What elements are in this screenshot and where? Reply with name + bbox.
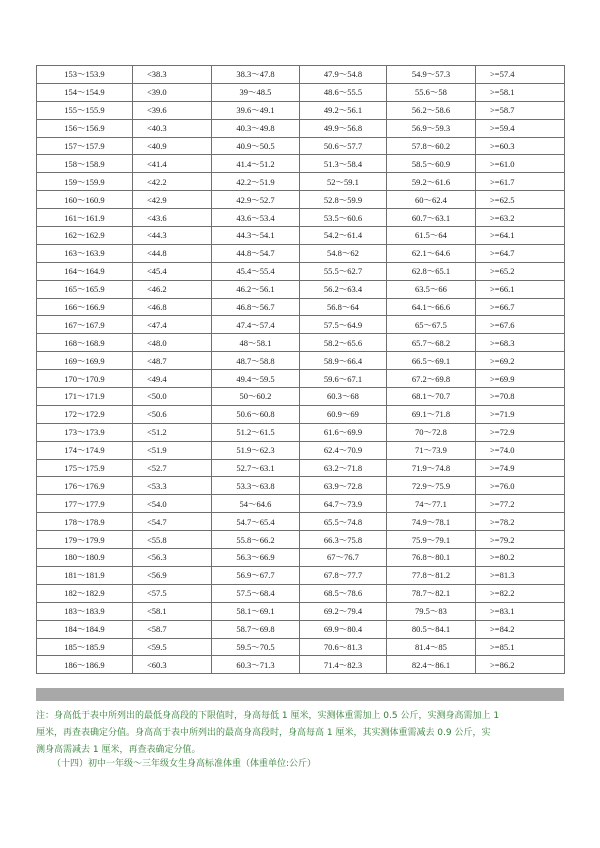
weight-mid-cell: 71.4～82.3 [300, 656, 387, 674]
weight-low-cell: <43.6 [133, 209, 212, 227]
table-row [37, 566, 565, 584]
height-range-cell: 162～162.9 [37, 227, 133, 245]
weight-low-cell: <45.4 [133, 262, 212, 280]
weight-normal-cell: 38.3～47.8 [212, 66, 300, 84]
weight-low-cell: <58.1 [133, 602, 212, 620]
weight-normal-cell: 58.7～69.8 [212, 620, 300, 638]
table-row [37, 531, 565, 549]
weight-high-cell: 68.1～70.7 [387, 388, 476, 406]
weight-top-cell: >=60.3 [476, 137, 565, 155]
table-row [37, 227, 565, 245]
weight-high-cell: 60～62.4 [387, 191, 476, 209]
weight-mid-cell: 65.5～74.8 [300, 513, 387, 531]
weight-mid-cell: 62.4～70.9 [300, 441, 387, 459]
weight-low-cell: <47.4 [133, 316, 212, 334]
weight-low-cell: <56.9 [133, 566, 212, 584]
weight-normal-cell: 50～60.2 [212, 388, 300, 406]
height-range-cell: 172～172.9 [37, 405, 133, 423]
height-range-cell: 156～156.9 [37, 119, 133, 137]
height-range-cell: 176～176.9 [37, 477, 133, 495]
weight-mid-cell: 52.8～59.9 [300, 191, 387, 209]
weight-high-cell: 67.2～69.8 [387, 370, 476, 388]
weight-normal-cell: 51.9～62.3 [212, 441, 300, 459]
weight-high-cell: 77.8～81.2 [387, 566, 476, 584]
weight-top-cell: >=85.1 [476, 638, 565, 656]
weight-mid-cell: 66.3～75.8 [300, 531, 387, 549]
weight-low-cell: <48.7 [133, 352, 212, 370]
table-row [37, 370, 565, 388]
weight-low-cell: <58.7 [133, 620, 212, 638]
weight-top-cell: >=64.1 [476, 227, 565, 245]
table-row [37, 549, 565, 567]
weight-high-cell: 54.9～57.3 [387, 66, 476, 84]
weight-high-cell: 79.5～83 [387, 602, 476, 620]
height-range-cell: 180～180.9 [37, 549, 133, 567]
weight-mid-cell: 57.5～64.9 [300, 316, 387, 334]
weight-low-cell: <42.9 [133, 191, 212, 209]
table-row [37, 423, 565, 441]
weight-normal-cell: 52.7～63.1 [212, 459, 300, 477]
weight-top-cell: >=80.2 [476, 549, 565, 567]
weight-top-cell: >=58.1 [476, 83, 565, 101]
weight-top-cell: >=57.4 [476, 66, 565, 84]
weight-top-cell: >=61.7 [476, 173, 565, 191]
weight-high-cell: 65～67.5 [387, 316, 476, 334]
height-range-cell: 166～166.9 [37, 298, 133, 316]
weight-high-cell: 58.5～60.9 [387, 155, 476, 173]
weight-mid-cell: 51.3～58.4 [300, 155, 387, 173]
table-row [37, 155, 565, 173]
weight-mid-cell: 54.2～61.4 [300, 227, 387, 245]
weight-high-cell: 56.2～58.6 [387, 101, 476, 119]
weight-low-cell: <48.0 [133, 334, 212, 352]
weight-normal-cell: 39.6～49.1 [212, 101, 300, 119]
table-row [37, 495, 565, 513]
height-range-cell: 179～179.9 [37, 531, 133, 549]
weight-high-cell: 70～72.8 [387, 423, 476, 441]
weight-low-cell: <42.2 [133, 173, 212, 191]
weight-standard-table [36, 65, 565, 674]
weight-high-cell: 57.8～60.2 [387, 137, 476, 155]
weight-low-cell: <53.3 [133, 477, 212, 495]
weight-high-cell: 62.1～64.6 [387, 244, 476, 262]
height-range-cell: 175～175.9 [37, 459, 133, 477]
weight-low-cell: <40.9 [133, 137, 212, 155]
table-row [37, 620, 565, 638]
table-note [36, 708, 564, 759]
height-range-cell: 183～183.9 [37, 602, 133, 620]
weight-normal-cell: 44.3～54.1 [212, 227, 300, 245]
weight-mid-cell: 60.9～69 [300, 405, 387, 423]
weight-normal-cell: 40.3～49.8 [212, 119, 300, 137]
weight-normal-cell: 56.3～66.9 [212, 549, 300, 567]
weight-normal-cell: 53.3～63.8 [212, 477, 300, 495]
weight-high-cell: 72.9～75.9 [387, 477, 476, 495]
weight-mid-cell: 52～59.1 [300, 173, 387, 191]
weight-high-cell: 59.2～61.6 [387, 173, 476, 191]
table-row [37, 280, 565, 298]
table-row [37, 584, 565, 602]
weight-high-cell: 78.7～82.1 [387, 584, 476, 602]
weight-normal-cell: 44.8～54.7 [212, 244, 300, 262]
table-row [37, 137, 565, 155]
weight-low-cell: <54.7 [133, 513, 212, 531]
weight-mid-cell: 69.9～80.4 [300, 620, 387, 638]
weight-mid-cell: 48.6～55.5 [300, 83, 387, 101]
weight-high-cell: 65.7～68.2 [387, 334, 476, 352]
height-range-cell: 169～169.9 [37, 352, 133, 370]
weight-low-cell: <40.3 [133, 119, 212, 137]
weight-low-cell: <41.4 [133, 155, 212, 173]
weight-top-cell: >=74.0 [476, 441, 565, 459]
weight-top-cell: >=68.3 [476, 334, 565, 352]
weight-normal-cell: 47.4～57.4 [212, 316, 300, 334]
height-range-cell: 163～163.9 [37, 244, 133, 262]
weight-mid-cell: 63.2～71.8 [300, 459, 387, 477]
weight-high-cell: 71.9～74.8 [387, 459, 476, 477]
weight-low-cell: <56.3 [133, 549, 212, 567]
weight-high-cell: 74～77.1 [387, 495, 476, 513]
weight-low-cell: <39.0 [133, 83, 212, 101]
table-row [37, 101, 565, 119]
weight-low-cell: <46.2 [133, 280, 212, 298]
weight-normal-cell: 48.7～58.8 [212, 352, 300, 370]
weight-normal-cell: 46.8～56.7 [212, 298, 300, 316]
weight-normal-cell: 60.3～71.3 [212, 656, 300, 674]
table-row [37, 316, 565, 334]
weight-high-cell: 56.9～59.3 [387, 119, 476, 137]
weight-low-cell: <46.8 [133, 298, 212, 316]
weight-high-cell: 82.4～86.1 [387, 656, 476, 674]
weight-normal-cell: 51.2～61.5 [212, 423, 300, 441]
table-row [37, 638, 565, 656]
weight-top-cell: >=72.9 [476, 423, 565, 441]
weight-high-cell: 62.8～65.1 [387, 262, 476, 280]
table-body [37, 66, 565, 674]
weight-mid-cell: 49.2～56.1 [300, 101, 387, 119]
weight-mid-cell: 47.9～54.8 [300, 66, 387, 84]
weight-low-cell: <50.6 [133, 405, 212, 423]
weight-mid-cell: 67～76.7 [300, 549, 387, 567]
height-range-cell: 153～153.9 [37, 66, 133, 84]
weight-mid-cell: 63.9～72.8 [300, 477, 387, 495]
height-range-cell: 186～186.9 [37, 656, 133, 674]
height-range-cell: 181～181.9 [37, 566, 133, 584]
height-range-cell: 167～167.9 [37, 316, 133, 334]
weight-low-cell: <51.9 [133, 441, 212, 459]
table-row [37, 405, 565, 423]
weight-top-cell: >=79.2 [476, 531, 565, 549]
weight-mid-cell: 67.8～77.7 [300, 566, 387, 584]
weight-top-cell: >=62.5 [476, 191, 565, 209]
weight-low-cell: <39.6 [133, 101, 212, 119]
note-line-1: 注：身高低于表中所列出的最低身高段的下限值时，身高每低 1 厘米，实测体重需加上 0.5 公斤，实测身高需加上 1 [36, 711, 500, 721]
weight-top-cell: >=86.2 [476, 656, 565, 674]
weight-mid-cell: 58.2～65.6 [300, 334, 387, 352]
table-row [37, 441, 565, 459]
height-range-cell: 185～185.9 [37, 638, 133, 656]
weight-mid-cell: 56.8～64 [300, 298, 387, 316]
weight-mid-cell: 60.3～68 [300, 388, 387, 406]
weight-mid-cell: 49.9～56.8 [300, 119, 387, 137]
height-range-cell: 161～161.9 [37, 209, 133, 227]
weight-high-cell: 71～73.9 [387, 441, 476, 459]
weight-mid-cell: 64.7～73.9 [300, 495, 387, 513]
height-range-cell: 171～171.9 [37, 388, 133, 406]
weight-normal-cell: 41.4～51.2 [212, 155, 300, 173]
height-weight-table [36, 65, 564, 674]
weight-low-cell: <59.5 [133, 638, 212, 656]
table-footer-bar [36, 688, 564, 701]
weight-normal-cell: 49.4～59.5 [212, 370, 300, 388]
weight-top-cell: >=63.2 [476, 209, 565, 227]
weight-mid-cell: 59.6～67.1 [300, 370, 387, 388]
height-range-cell: 170～170.9 [37, 370, 133, 388]
weight-top-cell: >=69.2 [476, 352, 565, 370]
height-range-cell: 173～173.9 [37, 423, 133, 441]
table-row [37, 477, 565, 495]
weight-top-cell: >=81.3 [476, 566, 565, 584]
height-range-cell: 182～182.9 [37, 584, 133, 602]
weight-top-cell: >=83.1 [476, 602, 565, 620]
weight-top-cell: >=84.2 [476, 620, 565, 638]
weight-top-cell: >=59.4 [476, 119, 565, 137]
weight-normal-cell: 55.8～66.2 [212, 531, 300, 549]
weight-mid-cell: 58.9～66.4 [300, 352, 387, 370]
weight-mid-cell: 56.2～63.4 [300, 280, 387, 298]
table-row [37, 173, 565, 191]
height-range-cell: 157～157.9 [37, 137, 133, 155]
weight-normal-cell: 39～48.5 [212, 83, 300, 101]
weight-top-cell: >=70.8 [476, 388, 565, 406]
height-range-cell: 174～174.9 [37, 441, 133, 459]
weight-normal-cell: 54.7～65.4 [212, 513, 300, 531]
height-range-cell: 154～154.9 [37, 83, 133, 101]
weight-mid-cell: 55.5～62.7 [300, 262, 387, 280]
weight-top-cell: >=77.2 [476, 495, 565, 513]
weight-mid-cell: 54.8～62 [300, 244, 387, 262]
weight-normal-cell: 58.1～69.1 [212, 602, 300, 620]
weight-high-cell: 81.4～85 [387, 638, 476, 656]
weight-normal-cell: 42.9～52.7 [212, 191, 300, 209]
weight-top-cell: >=61.0 [476, 155, 565, 173]
weight-low-cell: <38.3 [133, 66, 212, 84]
weight-normal-cell: 54～64.6 [212, 495, 300, 513]
table-row [37, 209, 565, 227]
weight-top-cell: >=58.7 [476, 101, 565, 119]
weight-top-cell: >=74.9 [476, 459, 565, 477]
height-range-cell: 184～184.9 [37, 620, 133, 638]
weight-top-cell: >=67.6 [476, 316, 565, 334]
weight-high-cell: 80.5～84.1 [387, 620, 476, 638]
weight-normal-cell: 57.5～68.4 [212, 584, 300, 602]
weight-high-cell: 60.7～63.1 [387, 209, 476, 227]
table-row [37, 119, 565, 137]
table-row [37, 656, 565, 674]
weight-top-cell: >=82.2 [476, 584, 565, 602]
weight-top-cell: >=65.2 [476, 262, 565, 280]
height-range-cell: 168～168.9 [37, 334, 133, 352]
height-range-cell: 158～158.9 [37, 155, 133, 173]
weight-low-cell: <51.2 [133, 423, 212, 441]
weight-top-cell: >=66.7 [476, 298, 565, 316]
table-row [37, 66, 565, 84]
height-range-cell: 165～165.9 [37, 280, 133, 298]
weight-low-cell: <44.3 [133, 227, 212, 245]
weight-normal-cell: 40.9～50.5 [212, 137, 300, 155]
table-row [37, 298, 565, 316]
weight-normal-cell: 43.6～53.4 [212, 209, 300, 227]
weight-high-cell: 66.5～69.1 [387, 352, 476, 370]
weight-low-cell: <60.3 [133, 656, 212, 674]
note-line-3: 测身高需减去 1 厘米，再查表确定分值。 [36, 745, 201, 755]
weight-top-cell: >=71.9 [476, 405, 565, 423]
weight-top-cell: >=78.2 [476, 513, 565, 531]
weight-normal-cell: 45.4～55.4 [212, 262, 300, 280]
weight-top-cell: >=76.0 [476, 477, 565, 495]
weight-top-cell: >=64.7 [476, 244, 565, 262]
weight-low-cell: <49.4 [133, 370, 212, 388]
weight-normal-cell: 59.5～70.5 [212, 638, 300, 656]
height-range-cell: 177～177.9 [37, 495, 133, 513]
table-row [37, 244, 565, 262]
weight-low-cell: <54.0 [133, 495, 212, 513]
table-row [37, 602, 565, 620]
weight-low-cell: <57.5 [133, 584, 212, 602]
weight-high-cell: 61.5～64 [387, 227, 476, 245]
height-range-cell: 159～159.9 [37, 173, 133, 191]
weight-normal-cell: 56.9～67.7 [212, 566, 300, 584]
weight-mid-cell: 50.6～57.7 [300, 137, 387, 155]
table-row [37, 191, 565, 209]
weight-mid-cell: 69.2～79.4 [300, 602, 387, 620]
table-row [37, 83, 565, 101]
note-line-2: 厘米，再查表确定分值。身高高于表中所列出的最高身高段时，身高每高 1 厘米，其实测体重需减去 0.9 公斤，实 [36, 728, 491, 738]
table-row [37, 352, 565, 370]
weight-normal-cell: 42.2～51.9 [212, 173, 300, 191]
weight-low-cell: <55.8 [133, 531, 212, 549]
section-heading: （十四）初中一年级～三年级女生身高标准体重（体重单位:公斤） [52, 759, 317, 769]
weight-top-cell: >=69.9 [476, 370, 565, 388]
table-row [37, 459, 565, 477]
weight-mid-cell: 53.5～60.6 [300, 209, 387, 227]
weight-mid-cell: 68.5～78.6 [300, 584, 387, 602]
weight-high-cell: 64.1～66.6 [387, 298, 476, 316]
table-row [37, 513, 565, 531]
height-range-cell: 160～160.9 [37, 191, 133, 209]
weight-high-cell: 69.1～71.8 [387, 405, 476, 423]
weight-high-cell: 55.6～58 [387, 83, 476, 101]
height-range-cell: 155～155.9 [37, 101, 133, 119]
weight-high-cell: 74.9～78.1 [387, 513, 476, 531]
table-row [37, 334, 565, 352]
weight-high-cell: 63.5～66 [387, 280, 476, 298]
weight-mid-cell: 61.6～69.9 [300, 423, 387, 441]
weight-mid-cell: 70.6～81.3 [300, 638, 387, 656]
weight-normal-cell: 50.6～60.8 [212, 405, 300, 423]
weight-high-cell: 75.9～79.1 [387, 531, 476, 549]
weight-high-cell: 76.8～80.1 [387, 549, 476, 567]
weight-normal-cell: 46.2～56.1 [212, 280, 300, 298]
weight-low-cell: <44.8 [133, 244, 212, 262]
height-range-cell: 164～164.9 [37, 262, 133, 280]
weight-top-cell: >=66.1 [476, 280, 565, 298]
weight-normal-cell: 48～58.1 [212, 334, 300, 352]
weight-low-cell: <50.0 [133, 388, 212, 406]
table-row [37, 262, 565, 280]
height-range-cell: 178～178.9 [37, 513, 133, 531]
table-row [37, 388, 565, 406]
weight-low-cell: <52.7 [133, 459, 212, 477]
